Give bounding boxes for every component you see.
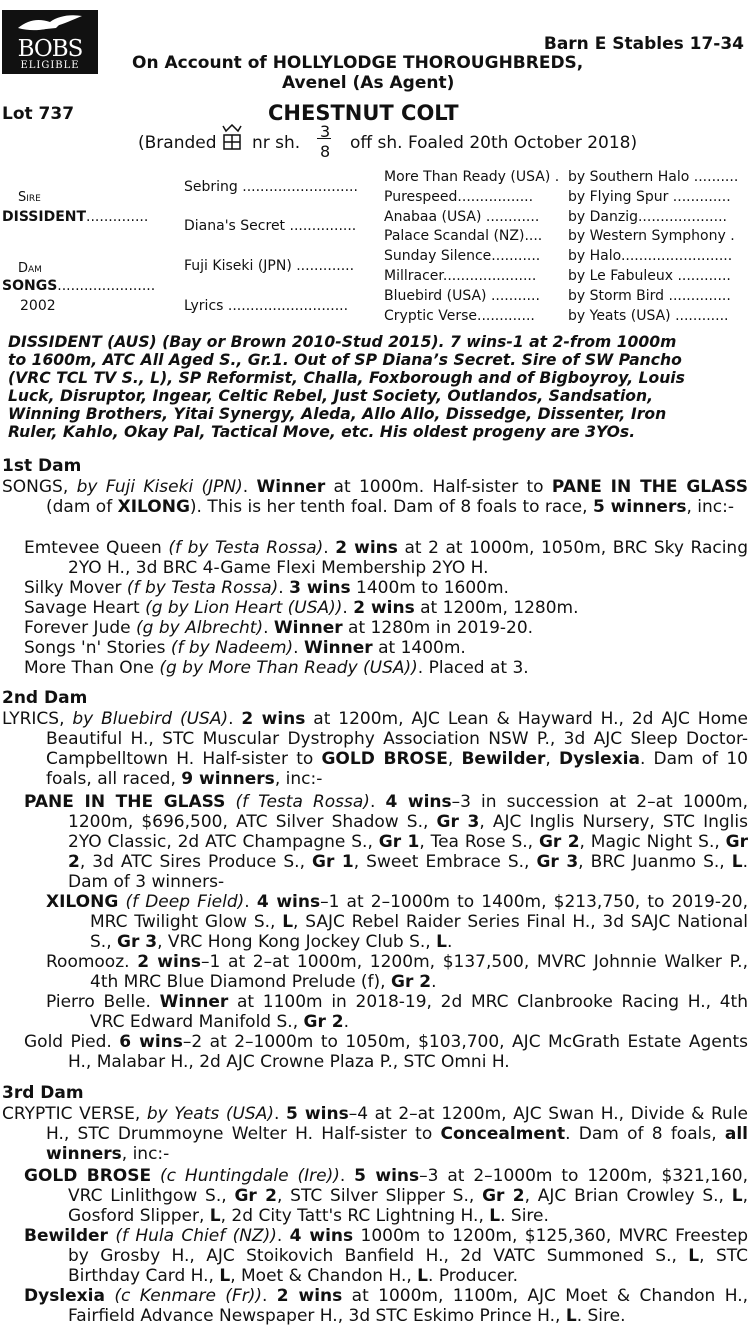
text-segment: L	[417, 1266, 429, 1286]
fraction-numerator: 3	[320, 122, 331, 141]
text-segment: (g by Albrecht)	[136, 618, 264, 638]
text-segment: Gr 3	[117, 932, 158, 952]
text-segment: , 2d City Tatt's RC Lightning H.,	[220, 1206, 490, 1226]
text-segment: (f by Testa Rossa)	[126, 578, 279, 598]
progeny-entry-bewilder	[24, 1226, 748, 1286]
gen2-sire-sire: Sebring ..........................	[184, 179, 358, 195]
text-segment	[151, 1166, 160, 1186]
text-segment: Winner	[273, 618, 343, 638]
sire-summary-line: (VRC TCL TV S., L), SP Reformist, Challa, Foxborough and of Bigboyroy, Louis	[8, 369, 685, 387]
sire-label: Sire	[18, 190, 41, 205]
dam-foaled-year: 2002	[20, 298, 56, 314]
progeny-entry-pane-in-the-glass	[24, 792, 748, 892]
text-segment: by Yeats (USA)	[146, 1104, 274, 1124]
text-segment: .	[261, 1286, 277, 1306]
text-segment: 4 wins	[289, 1226, 354, 1246]
text-segment: 1400m to 1600m.	[350, 578, 509, 598]
branded-text-pre: (Branded	[138, 133, 217, 153]
text-segment: L	[219, 1266, 231, 1286]
text-segment: , BRC Juanmo S.,	[578, 852, 732, 872]
text-segment: .	[273, 1104, 286, 1124]
dam-row	[2, 278, 155, 294]
second-dam-intro	[2, 709, 748, 789]
fraction-denominator: 8	[320, 142, 331, 161]
text-segment: . Sire.	[576, 1306, 626, 1326]
dam-name: SONGS	[2, 278, 58, 294]
sire-summary-line: DISSIDENT (AUS) (Bay or Brown 2010-Stud 2015). 7 wins-1 at 2-from 1000m	[8, 333, 677, 351]
text-segment: –4 at 2–at 1200m, AJC Swan H., Divide & Rule H., STC Drummoyne Welter H. Half-sister to	[46, 1104, 749, 1144]
text-segment: (c Huntingdale (Ire))	[160, 1166, 340, 1186]
text-segment: 5 wins	[354, 1166, 420, 1186]
text-segment: Gr 2	[68, 832, 748, 872]
text-segment: L	[436, 932, 447, 952]
text-segment: Pierro Belle.	[46, 992, 160, 1012]
text-segment: 2 wins	[353, 598, 415, 618]
gen3-item: Purespeed.................	[384, 189, 534, 205]
text-segment: .	[342, 598, 354, 618]
lot-number: Lot 737	[2, 104, 75, 124]
text-segment: L	[489, 1206, 501, 1226]
text-segment: L	[731, 852, 743, 872]
gen3-by: by Le Fabuleux ............	[568, 268, 731, 284]
sire-name: DISSIDENT	[2, 209, 87, 225]
text-segment: . Producer.	[428, 1266, 518, 1286]
text-segment: XILONG	[117, 497, 190, 517]
text-segment: .	[228, 709, 242, 729]
text-segment: Gr 1	[312, 852, 354, 872]
text-segment: Concealment	[440, 1124, 566, 1144]
text-segment: Gr 3	[536, 852, 579, 872]
gen3-item: Bluebird (USA) ...........	[384, 288, 540, 304]
text-segment: at 1400m.	[372, 638, 466, 658]
text-segment: . Dam of 8 foals,	[565, 1124, 725, 1144]
text-segment: Gr 2	[482, 1186, 525, 1206]
progeny-entry-roomooz	[46, 952, 748, 992]
progeny-entry-dyslexia	[24, 1286, 748, 1326]
text-segment: 1000m to 1200m, $125,360, MVRC Freestep by Grosby H., AJC Stoikovich Banfield H., 2d VATC Summoned S.,	[68, 1226, 749, 1266]
first-dam-heading: 1st Dam	[2, 456, 82, 476]
text-segment: 3 wins	[289, 578, 351, 598]
gen2-dam-sire: Fuji Kiseki (JPN) .............	[184, 258, 355, 274]
text-segment: Gr 2	[538, 832, 580, 852]
gen3-item: Cryptic Verse.............	[384, 308, 535, 324]
text-segment: , AJC Inglis Nursery, STC Inglis 2YO Classic, 2d ATC Champagne S.,	[68, 812, 748, 852]
gen2-dam-dam: Lyrics ...........................	[184, 298, 349, 314]
progeny-entry	[24, 578, 748, 598]
text-segment: (f by Testa Rossa)	[168, 538, 324, 558]
crown-brand-icon	[220, 124, 244, 152]
text-segment: . Dam of 3 winners-	[68, 852, 748, 892]
text-segment: Winner	[303, 638, 373, 658]
text-segment: 2 wins	[241, 709, 306, 729]
text-segment: GOLD BROSE	[24, 1166, 152, 1186]
progeny-entry-xilong	[46, 892, 748, 952]
branded-text-mid: nr sh.	[252, 133, 301, 153]
text-segment: (f Deep Field)	[125, 892, 245, 912]
text-segment: 4 wins	[385, 792, 452, 812]
text-segment: L	[282, 912, 294, 932]
text-segment: at 1200m, AJC Lean & Hayward H., 2d AJC Home Beautiful H., STC Muscular Dystrophy Association NSW P., 3d AJC Sleep Doctor-Campbelltown H. Half-sister to	[46, 709, 748, 769]
text-segment: Gr 1	[378, 832, 420, 852]
text-segment: .	[263, 618, 274, 638]
gen3-item: More Than Ready (USA) .	[384, 169, 560, 185]
text-segment: Dyslexia	[559, 749, 640, 769]
text-segment: all winners	[46, 1124, 748, 1164]
fraction-bar	[317, 138, 331, 139]
text-segment: GOLD BROSE	[321, 749, 448, 769]
text-segment: 5 wins	[285, 1104, 349, 1124]
text-segment: Silky Mover	[24, 578, 127, 598]
text-segment: . Sire.	[500, 1206, 549, 1226]
text-segment: Roomooz.	[46, 952, 138, 972]
text-segment: (f by Nadeem)	[170, 638, 294, 658]
text-segment: ,	[545, 749, 559, 769]
text-segment: , Magic Night S.,	[579, 832, 726, 852]
text-segment: , SAJC Rebel Raider Series Final H., 3d SAJC National S.,	[90, 912, 748, 952]
text-segment: Bewilder	[461, 749, 546, 769]
text-segment: L	[209, 1206, 221, 1226]
gen3-item: Millracer.....................	[384, 268, 537, 284]
text-segment: 5 winners	[592, 497, 687, 517]
text-segment: Gr 2	[391, 972, 432, 992]
text-segment: at 1200m, 1280m.	[414, 598, 579, 618]
text-segment: LYRICS,	[2, 709, 73, 729]
text-segment: Winner	[159, 992, 229, 1012]
barn-location: Barn E Stables 17-34	[543, 34, 744, 54]
text-segment: XILONG	[46, 892, 119, 912]
text-segment: , Gosford Slipper,	[68, 1186, 748, 1226]
text-segment: 6 wins	[119, 1032, 183, 1052]
text-segment: , inc:-	[274, 769, 323, 789]
bobs-logo	[2, 10, 98, 74]
text-segment: .	[339, 1166, 355, 1186]
text-segment: Gr 2	[234, 1186, 277, 1206]
text-segment: PANE IN THE GLASS	[551, 477, 749, 497]
progeny-entry	[24, 658, 748, 678]
text-segment: .	[278, 578, 290, 598]
progeny-entry-gold-brose	[24, 1166, 748, 1226]
text-segment: Gold Pied.	[24, 1032, 120, 1052]
text-segment: Songs 'n' Stories	[24, 638, 171, 658]
text-segment: , Moet & Chandon H.,	[230, 1266, 418, 1286]
text-segment: , Sweet Embrace S.,	[353, 852, 537, 872]
gen3-by: by Danzig....................	[568, 209, 727, 225]
progeny-entry-gold-pied	[24, 1032, 748, 1072]
text-segment: 2 wins	[137, 952, 202, 972]
text-segment: . Placed at 3.	[417, 658, 529, 678]
text-segment: .	[369, 792, 386, 812]
text-segment	[225, 792, 235, 812]
text-segment: .	[242, 477, 257, 497]
text-segment: (g by More Than Ready (USA))	[159, 658, 418, 678]
text-segment: ,	[447, 749, 462, 769]
text-segment: , Tea Rose S.,	[419, 832, 539, 852]
third-dam-heading: 3rd Dam	[2, 1083, 84, 1103]
text-segment: by Bluebird (USA)	[72, 709, 229, 729]
text-segment: CRYPTIC VERSE,	[2, 1104, 147, 1124]
text-segment: L	[731, 1186, 743, 1206]
text-segment: 4 wins	[256, 892, 321, 912]
text-segment: 9 winners	[181, 769, 275, 789]
text-segment: (f Hula Chief (NZ))	[115, 1226, 277, 1246]
second-dam-heading: 2nd Dam	[2, 688, 88, 708]
progeny-entry	[24, 638, 748, 658]
sire-dots: ..............	[86, 209, 149, 225]
text-segment: .	[343, 1012, 349, 1032]
gen3-by: by Storm Bird ..............	[568, 288, 731, 304]
text-segment: at 1000m, 1100m, AJC Moet & Chandon H., Fairfield Advance Newspaper H., 3d STC Eskimo Prince H.,	[68, 1286, 749, 1326]
text-segment: (c Kenmare (Fr))	[114, 1286, 262, 1306]
text-segment: –3 at 2–1000m to 1200m, $321,160, VRC Linlithgow S.,	[68, 1166, 748, 1206]
text-segment: . Dam of 10 foals, all raced,	[46, 749, 748, 789]
progeny-entry	[24, 618, 748, 638]
text-segment: , inc:-	[121, 1144, 170, 1164]
text-segment: 2 wins	[276, 1286, 343, 1306]
text-segment: ). This is her tenth foal. Dam of 8 foals to race,	[189, 497, 593, 517]
text-segment: Bewilder	[24, 1226, 108, 1246]
text-segment: 2 wins	[335, 538, 398, 558]
text-segment: , STC Birthday Card H.,	[68, 1246, 748, 1286]
text-segment: Savage Heart	[24, 598, 146, 618]
horse-title: CHESTNUT COLT	[268, 101, 459, 125]
text-segment: (g by Lion Heart (USA))	[145, 598, 343, 618]
progeny-entry	[24, 538, 748, 578]
text-segment: at 1100m in 2018-19, 2d MRC Clanbrooke Racing H., 4th VRC Edward Manifold S.,	[90, 992, 748, 1032]
text-segment: .	[446, 932, 453, 952]
text-segment: , VRC Hong Kong Jockey Club S.,	[157, 932, 437, 952]
text-segment: Winner	[256, 477, 326, 497]
first-dam-intro	[2, 477, 748, 517]
text-segment: at 2 at 1000m, 1050m, BRC Sky Racing 2YO H., 3d BRC 4-Game Flexi Membership 2YO H.	[68, 538, 748, 578]
third-dam-intro	[2, 1104, 748, 1164]
gen3-item: Anabaa (USA) ............	[384, 209, 540, 225]
text-segment: (f Testa Rossa)	[235, 792, 370, 812]
gen3-by: by Southern Halo ..........	[568, 169, 739, 185]
text-segment: .	[244, 892, 257, 912]
text-segment: (dam of	[46, 497, 118, 517]
text-segment: –1 at 2–at 1000m, 1200m, $137,500, MVRC Johnnie Walker P., 4th MRC Blue Diamond Prelude (f),	[90, 952, 748, 992]
text-segment: –1 at 2–1000m to 1400m, $213,750, to 2019-20, MRC Twilight Glow S.,	[90, 892, 748, 932]
text-segment: –3 in succession at 2–at 1000m, 1200m, $696,500, ATC Silver Shadow S.,	[68, 792, 748, 832]
gen3-by: by Halo.........................	[568, 248, 733, 264]
text-segment: More Than One	[24, 658, 160, 678]
progeny-entry	[24, 598, 748, 618]
bird-logo-icon	[16, 12, 84, 34]
sire-summary-line: Winning Brothers, Yitai Synergy, Aleda, Allo Allo, Dissedge, Dissenter, Iron	[8, 405, 667, 423]
text-segment: at 1280m in 2019-20.	[342, 618, 534, 638]
sire-summary-line: to 1600m, ATC All Aged S., Gr.1. Out of SP Diana’s Secret. Sire of SW Pancho	[8, 351, 682, 369]
text-segment: by Fuji Kiseki (JPN)	[76, 477, 243, 497]
agent-line: Avenel (As Agent)	[282, 73, 455, 93]
text-segment: , AJC Brian Crowley S.,	[524, 1186, 732, 1206]
progeny-entry-pierro-belle	[46, 992, 748, 1032]
text-segment: , 3d ATC Sires Produce S.,	[79, 852, 313, 872]
text-segment: Gr 2	[303, 1012, 344, 1032]
text-segment: Dyslexia	[24, 1286, 105, 1306]
gen3-by: by Flying Spur .............	[568, 189, 731, 205]
text-segment: –2 at 2–1000m to 1050m, $103,700, AJC McGrath Estate Agents H., Malabar H., 2d AJC Crowne Plaza P., STC Omni H.	[68, 1032, 748, 1072]
text-segment: SONGS,	[2, 477, 77, 497]
gen3-by: by Yeats (USA) ............	[568, 308, 729, 324]
gen3-by: by Western Symphony .	[568, 228, 735, 244]
logo-subtitle: ELIGIBLE	[20, 60, 80, 71]
text-segment: .	[276, 1226, 290, 1246]
text-segment: , inc:-	[686, 497, 734, 517]
text-segment: Forever Jude	[24, 618, 137, 638]
text-segment	[105, 1286, 114, 1306]
gen3-item: Palace Scandal (NZ)....	[384, 228, 543, 244]
text-segment: .	[431, 972, 437, 992]
gen3-item: Sunday Silence...........	[384, 248, 541, 264]
text-segment: PANE IN THE GLASS	[24, 792, 226, 812]
dam-dots: ......................	[57, 278, 156, 294]
dam-label: Dam	[18, 261, 42, 276]
text-segment: L	[688, 1246, 700, 1266]
logo-name: BOBS	[17, 36, 83, 62]
text-segment: .	[323, 538, 336, 558]
text-segment: Emtevee Queen	[24, 538, 169, 558]
branded-text-post: off sh. Foaled 20th October 2018)	[350, 133, 638, 153]
gen2-sire-dam: Diana's Secret ...............	[184, 218, 357, 234]
sire-summary-line: Luck, Disruptor, Ingear, Celtic Rebel, Just Society, Outlandos, Sandsation,	[8, 387, 654, 405]
text-segment: L	[565, 1306, 577, 1326]
text-segment: at 1000m. Half-sister to	[325, 477, 552, 497]
text-segment: , STC Silver Slipper S.,	[276, 1186, 483, 1206]
vendor-line: On Account of HOLLYLODGE THOROUGHBREDS,	[132, 53, 584, 73]
sire-summary-line: Ruler, Kahlo, Okay Pal, Tactical Move, etc. His oldest progeny are 3YOs.	[8, 423, 636, 441]
text-segment: .	[293, 638, 304, 658]
text-segment: Gr 3	[436, 812, 480, 832]
sire-row	[2, 209, 148, 225]
